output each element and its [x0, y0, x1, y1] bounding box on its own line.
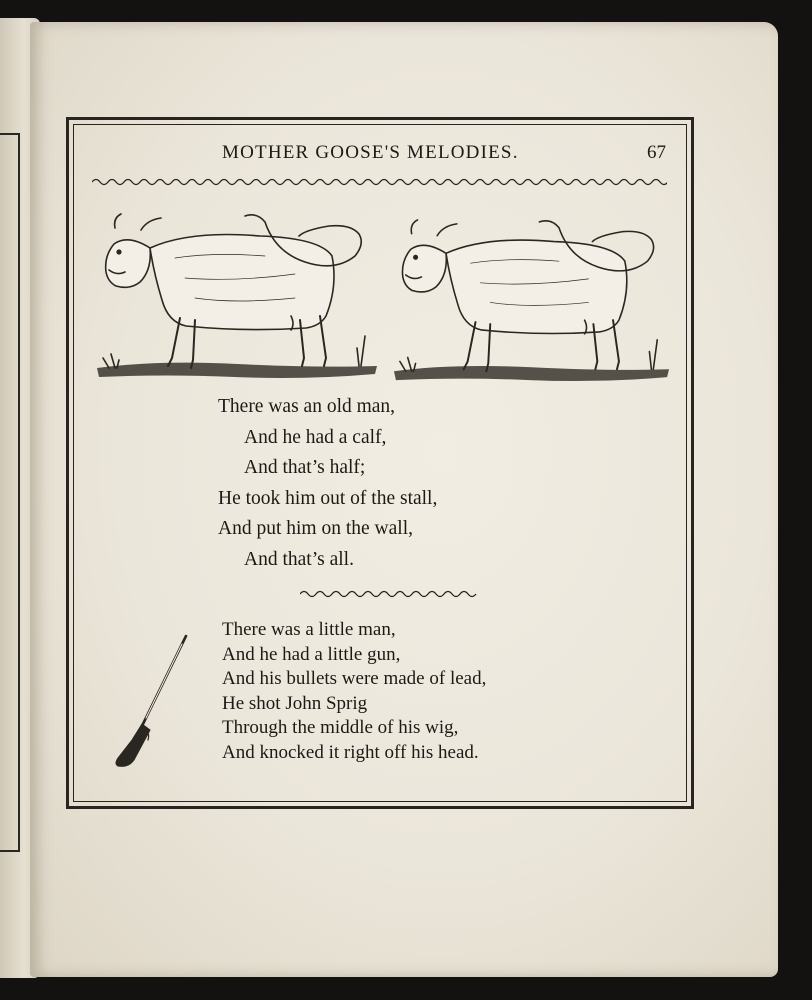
wavy-rule-middle	[300, 588, 480, 600]
adjacent-page-border	[0, 133, 20, 852]
calf-illustration-left	[95, 208, 380, 383]
poem-line: There was a little man,	[222, 619, 396, 640]
poem-line: And knocked it right off his head.	[222, 741, 479, 763]
poem-little-man-gun	[222, 618, 486, 765]
poem-line: He took him out of the stall,	[218, 487, 438, 509]
poem-old-man-calf	[218, 392, 437, 575]
poem-line: And he had a little gun,	[222, 643, 401, 665]
poem-line: Through the middle of his wig,	[222, 717, 459, 738]
poem-line: There was an old man,	[218, 396, 396, 417]
poem-line: And put him on the wall,	[218, 518, 413, 539]
running-header: MOTHER GOOSE'S MELODIES.	[222, 142, 519, 163]
poem-line: And his bullets were made of lead,	[222, 668, 487, 689]
gun-illustration	[106, 630, 196, 770]
poem-line: He shot John Sprig	[222, 692, 368, 714]
poem-line: And that’s all.	[244, 548, 354, 570]
page-number: 67	[647, 142, 666, 163]
calf-illustration-right	[392, 214, 672, 386]
poem-line: And that’s half;	[244, 457, 366, 478]
wavy-rule-top	[92, 176, 667, 188]
poem-line: And he had a calf,	[244, 426, 387, 448]
